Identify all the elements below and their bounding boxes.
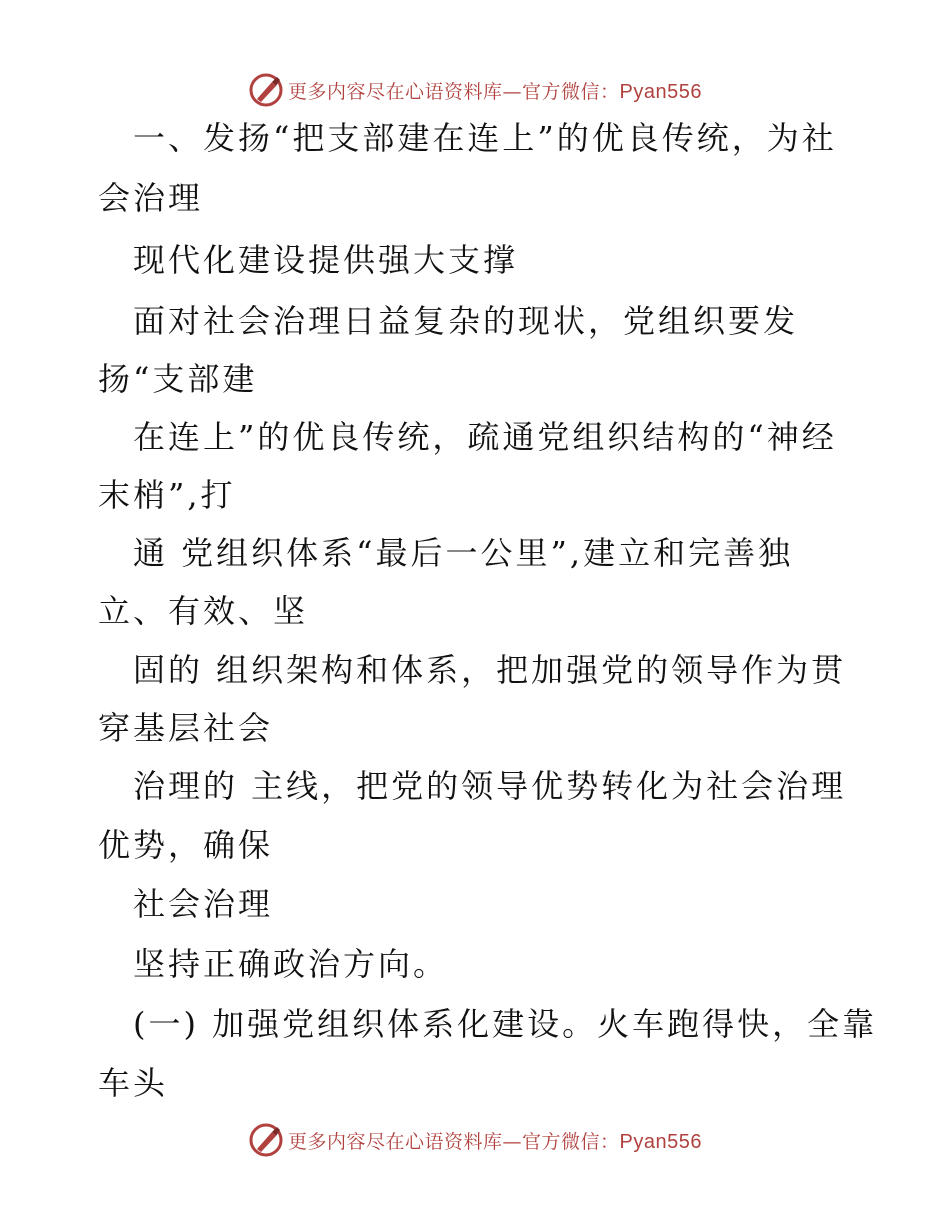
body-line: 车头 bbox=[98, 1064, 169, 1102]
body-line: 会治理 bbox=[98, 179, 204, 217]
body-line: 优势，确保 bbox=[98, 826, 274, 864]
body-line: 末梢”,打 bbox=[98, 476, 236, 514]
watermark-header bbox=[0, 70, 950, 110]
body-line: 坚持正确政治方向。 bbox=[98, 945, 449, 983]
body-line: 扬“支部建 bbox=[98, 360, 258, 398]
body-line: 穿基层社会 bbox=[98, 709, 274, 747]
body-line: 固的 组织架构和体系，把加强党的领导作为贯 bbox=[98, 651, 847, 689]
body-line: 一、发扬“把支部建在连上”的优良传统，为社 bbox=[98, 119, 837, 157]
body-line: (一) 加强党组织体系化建设。火车跑得快，全靠 bbox=[98, 1005, 878, 1043]
body-line: 治理的 主线，把党的领导优势转化为社会治理 bbox=[98, 767, 847, 805]
body-line: 在连上”的优良传统，疏通党组织结构的“神经 bbox=[98, 418, 837, 456]
body-line: 立、有效、坚 bbox=[98, 592, 309, 630]
watermark-wechat-id: Pyan556 bbox=[619, 80, 702, 103]
watermark-footer bbox=[0, 1120, 950, 1160]
body-line: 社会治理 bbox=[98, 885, 274, 923]
body-line: 通 党组织体系“最后一公里”,建立和完善独 bbox=[98, 534, 794, 572]
pen-logo-icon bbox=[248, 72, 284, 108]
body-line: 现代化建设提供强大支撑 bbox=[98, 241, 519, 279]
pen-logo-icon bbox=[248, 1122, 284, 1158]
watermark-text: 更多内容尽在心语资料库—官方微信： bbox=[288, 80, 620, 103]
watermark-wechat-id: Pyan556 bbox=[619, 1130, 702, 1153]
body-line: 面对社会治理日益复杂的现状，党组织要发 bbox=[98, 302, 799, 340]
watermark-text: 更多内容尽在心语资料库—官方微信： bbox=[288, 1130, 620, 1153]
